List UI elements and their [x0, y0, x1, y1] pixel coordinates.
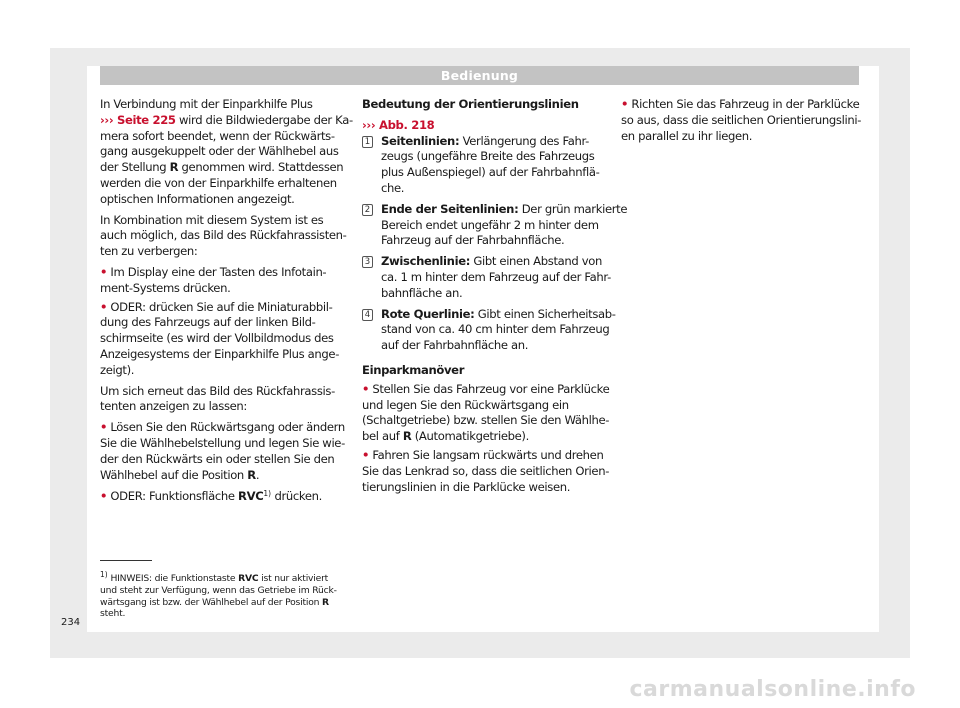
text-line: mera sofort beendet, wenn der Rückwärts-	[100, 128, 335, 143]
text-line: Anzeigesystems der Einparkhilfe Plus ange-	[100, 346, 340, 361]
section-header: Bedienung	[100, 66, 859, 85]
text-line: auch möglich, das Bild des Rückfahrassisten-	[100, 228, 347, 243]
column-middle	[362, 97, 627, 495]
bullet-item: • Richten Sie das Fahrzeug in der Parklücke	[621, 97, 860, 111]
footnote-divider	[100, 560, 152, 561]
text-line: und legen Sie den Rückwärtsgang ein	[362, 397, 569, 412]
footnote-mark: 1)	[100, 570, 108, 579]
bullet-icon: •	[100, 489, 108, 504]
bullet-item: • ODER: drücken Sie auf die Miniaturabbil-	[100, 299, 333, 314]
text-line: ment-Systems drücken.	[100, 280, 231, 295]
figure-reference-link[interactable]: ››› Abb. 218	[362, 117, 435, 132]
text-line: Sie das Lenkrad so, dass die seitlichen Orien-	[362, 463, 610, 478]
number-badge: 2	[362, 204, 373, 216]
page-number: 234	[61, 617, 81, 628]
section-heading: Bedeutung der Orientierungslinien	[362, 97, 579, 111]
bullet-item: • Lösen Sie den Rückwärtsgang oder ändern	[100, 420, 345, 435]
bullet-icon: •	[100, 299, 108, 314]
watermark: carmanualsonline.info	[629, 677, 916, 702]
bullet-icon: •	[362, 381, 370, 396]
text-line: en parallel zu ihr liegen.	[621, 128, 753, 143]
bullet-item: • Im Display eine der Tasten des Infotain-	[100, 264, 327, 279]
bullet-icon: •	[621, 97, 629, 111]
text-line: ››› Seite 225 wird die Bildwiedergabe der Ka-	[100, 112, 353, 127]
text-line: Wählhebel auf die Position R.	[100, 467, 260, 482]
number-badge: 3	[362, 256, 373, 268]
legend-item-3: 3 Zwischenlinie: Gibt einen Abstand von ca. 1 m hinter dem Fahrzeug auf der Fahr- bahnfläche an.	[362, 254, 627, 301]
text-line: so aus, dass die seitlichen Orientierungslini-	[621, 112, 862, 127]
number-badge: 1	[362, 136, 373, 148]
text-line: gang ausgekuppelt oder der Wählhebel aus	[100, 144, 339, 159]
bullet-item: • Stellen Sie das Fahrzeug vor eine Parklücke	[362, 381, 610, 396]
number-badge: 4	[362, 309, 373, 321]
legend-item-1: 1 Seitenlinien: Verlängerung des Fahr- zeugs (ungefähre Breite des Fahrzeugs plus Außenspiegel) auf der Fahrbahnflä- che.	[362, 134, 627, 197]
bullet-item: • Fahren Sie langsam rückwärts und drehen	[362, 447, 604, 462]
text-line: bel auf R (Automatikgetriebe).	[362, 429, 529, 444]
section-heading: Einparkmanöver	[362, 362, 465, 377]
text-line: Sie die Wählhebelstellung und legen Sie wie-	[100, 435, 345, 450]
bullet-icon: •	[362, 447, 370, 462]
bullet-item: • ODER: Funktionsfläche RVC$^{1)}$ drücken.	[100, 489, 322, 504]
page-link[interactable]: ››› Seite 225	[100, 112, 176, 127]
footnote: $^{1)}$ HINWEIS: die Funktionstaste RVC ist nur aktiviert und steht zur Verfügung, wenn das Getriebe im Rück- wärtsgang ist bzw. der Wählhebel auf der Position R steht.	[100, 570, 337, 620]
text-line: optischen Informationen angezeigt.	[100, 191, 295, 206]
text-line: dung des Fahrzeugs auf der linken Bild-	[100, 315, 316, 330]
legend-item-4: 4 Rote Querlinie: Gibt einen Sicherheitsab- stand von ca. 40 cm hinter dem Fahrzeug auf der Fahrbahnfläche an.	[362, 307, 627, 354]
bullet-icon: •	[100, 420, 108, 435]
text-line: zeigt).	[100, 362, 135, 377]
text-line: der Stellung R genommen wird. Stattdessen	[100, 160, 344, 175]
text-line: In Verbindung mit der Einparkhilfe Plus	[100, 97, 313, 111]
column-right	[621, 97, 861, 144]
column-left	[100, 97, 353, 502]
text-line: In Kombination mit diesem System ist es	[100, 212, 324, 227]
text-line: ten zu verbergen:	[100, 244, 198, 259]
text-line: werden die von der Einparkhilfe erhaltenen	[100, 175, 337, 190]
text-line: der den Rückwärts ein oder stellen Sie den	[100, 451, 335, 466]
text-line: (Schaltgetriebe) bzw. stellen Sie den Wählhe-	[362, 413, 610, 428]
text-line: schirmseite (es wird der Vollbildmodus des	[100, 331, 334, 346]
legend-item-2: 2 Ende der Seitenlinien: Der grün markierte Bereich endet ungefähr 2 m hinter dem Fahrzeug auf der Fahrbahnfläche.	[362, 202, 627, 249]
text-line: tenten anzeigen zu lassen:	[100, 399, 247, 414]
text-line: Um sich erneut das Bild des Rückfahrassis-	[100, 383, 335, 398]
bullet-icon: •	[100, 264, 108, 279]
text-line: tierungslinien in die Parklücke weisen.	[362, 479, 571, 494]
